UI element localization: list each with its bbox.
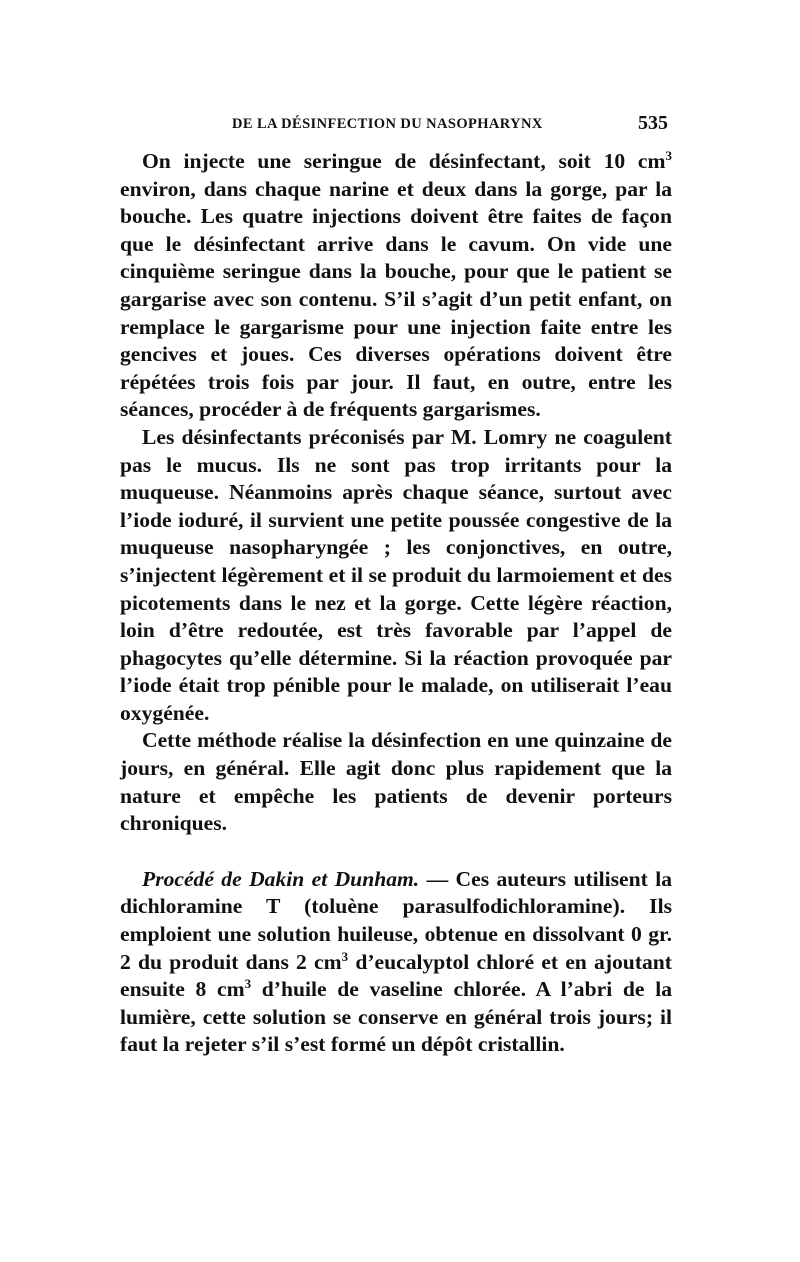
paragraph-text: environ, dans chaque narine et deux dans la gorge, par la bouche. Les quatre injections doivent être faites de façon que le désinfectant arrive dans le cavum. On vide une cinquième seringue dans la bouche, pour que le patient se gargarise avec son contenu. S’il s’agit d’un petit enfant, on remplace le gargarisme pour une injection faite entre les gencives et joues. Ces diverses opérations doivent être répétées trois fois par jour. Il faut, en outre, entre les séances, procéder à de fréquents gargarismes. [120,176,672,422]
running-title: DE LA DÉSINFECTION DU NASOPHARYNX [232,116,543,132]
paragraph-text: Cette méthode réalise la désinfection en une quinzaine de jours, en général. Elle agit donc plus rapidement que la nature et empêche les patients de devenir porteurs chroniques. [120,728,672,836]
paragraph-text: Les désinfectants préconisés par M. Lomry ne coagulent pas le mucus. Ils ne sont pas trop irritants pour la muqueuse. Néanmoins après chaque séance, surtout avec l’iode ioduré, il survient une petite poussée congestive de la muqueuse nasopharyngée ; les conjonctives, en outre, s’injectent légèrement et il se produit du larmoiement et des picotements dans le nez et la gorge. Cette légère réaction, loin d’être redoutée, est très favorable par l’appel de phagocytes qu’elle détermine. Si la réaction provoquée par l’iode était trop pénible pour le malade, on utiliserait l’eau oxygénée. [120,424,672,725]
paragraph-text: On injecte une seringue de désinfectant, soit 10 cm [142,149,666,173]
paragraph-method-summary [120,727,672,837]
superscript: 3 [244,976,252,992]
paragraph-injection-procedure [120,148,672,424]
superscript: 3 [665,148,672,163]
paragraph-dakin-dunham [120,866,672,1059]
superscript: 3 [341,948,349,964]
section-title: Procédé de Dakin et Dunham. [142,866,420,891]
paragraph-text: d’huile de vaseline chlorée. A l’abri de la lumière, cette solution se conserve en général trois jours; il faut la rejeter s’il s’est formé un dépôt cristallin. [120,977,672,1057]
page-header [120,112,672,142]
paragraph-disinfectants [120,424,672,728]
paragraph-text: — Ces auteurs utilisent la dichloramine T (toluène parasulfodichloramine). Ils emploient une solution huileuse, obtenue en dissolvant 0 gr. 2 du produit dans 2 cm [120,866,672,974]
page-number: 535 [638,112,668,134]
body-text [120,148,672,1059]
paragraph-text: d’eucalyptol chloré et en ajoutant ensuite 8 cm [120,949,673,1002]
